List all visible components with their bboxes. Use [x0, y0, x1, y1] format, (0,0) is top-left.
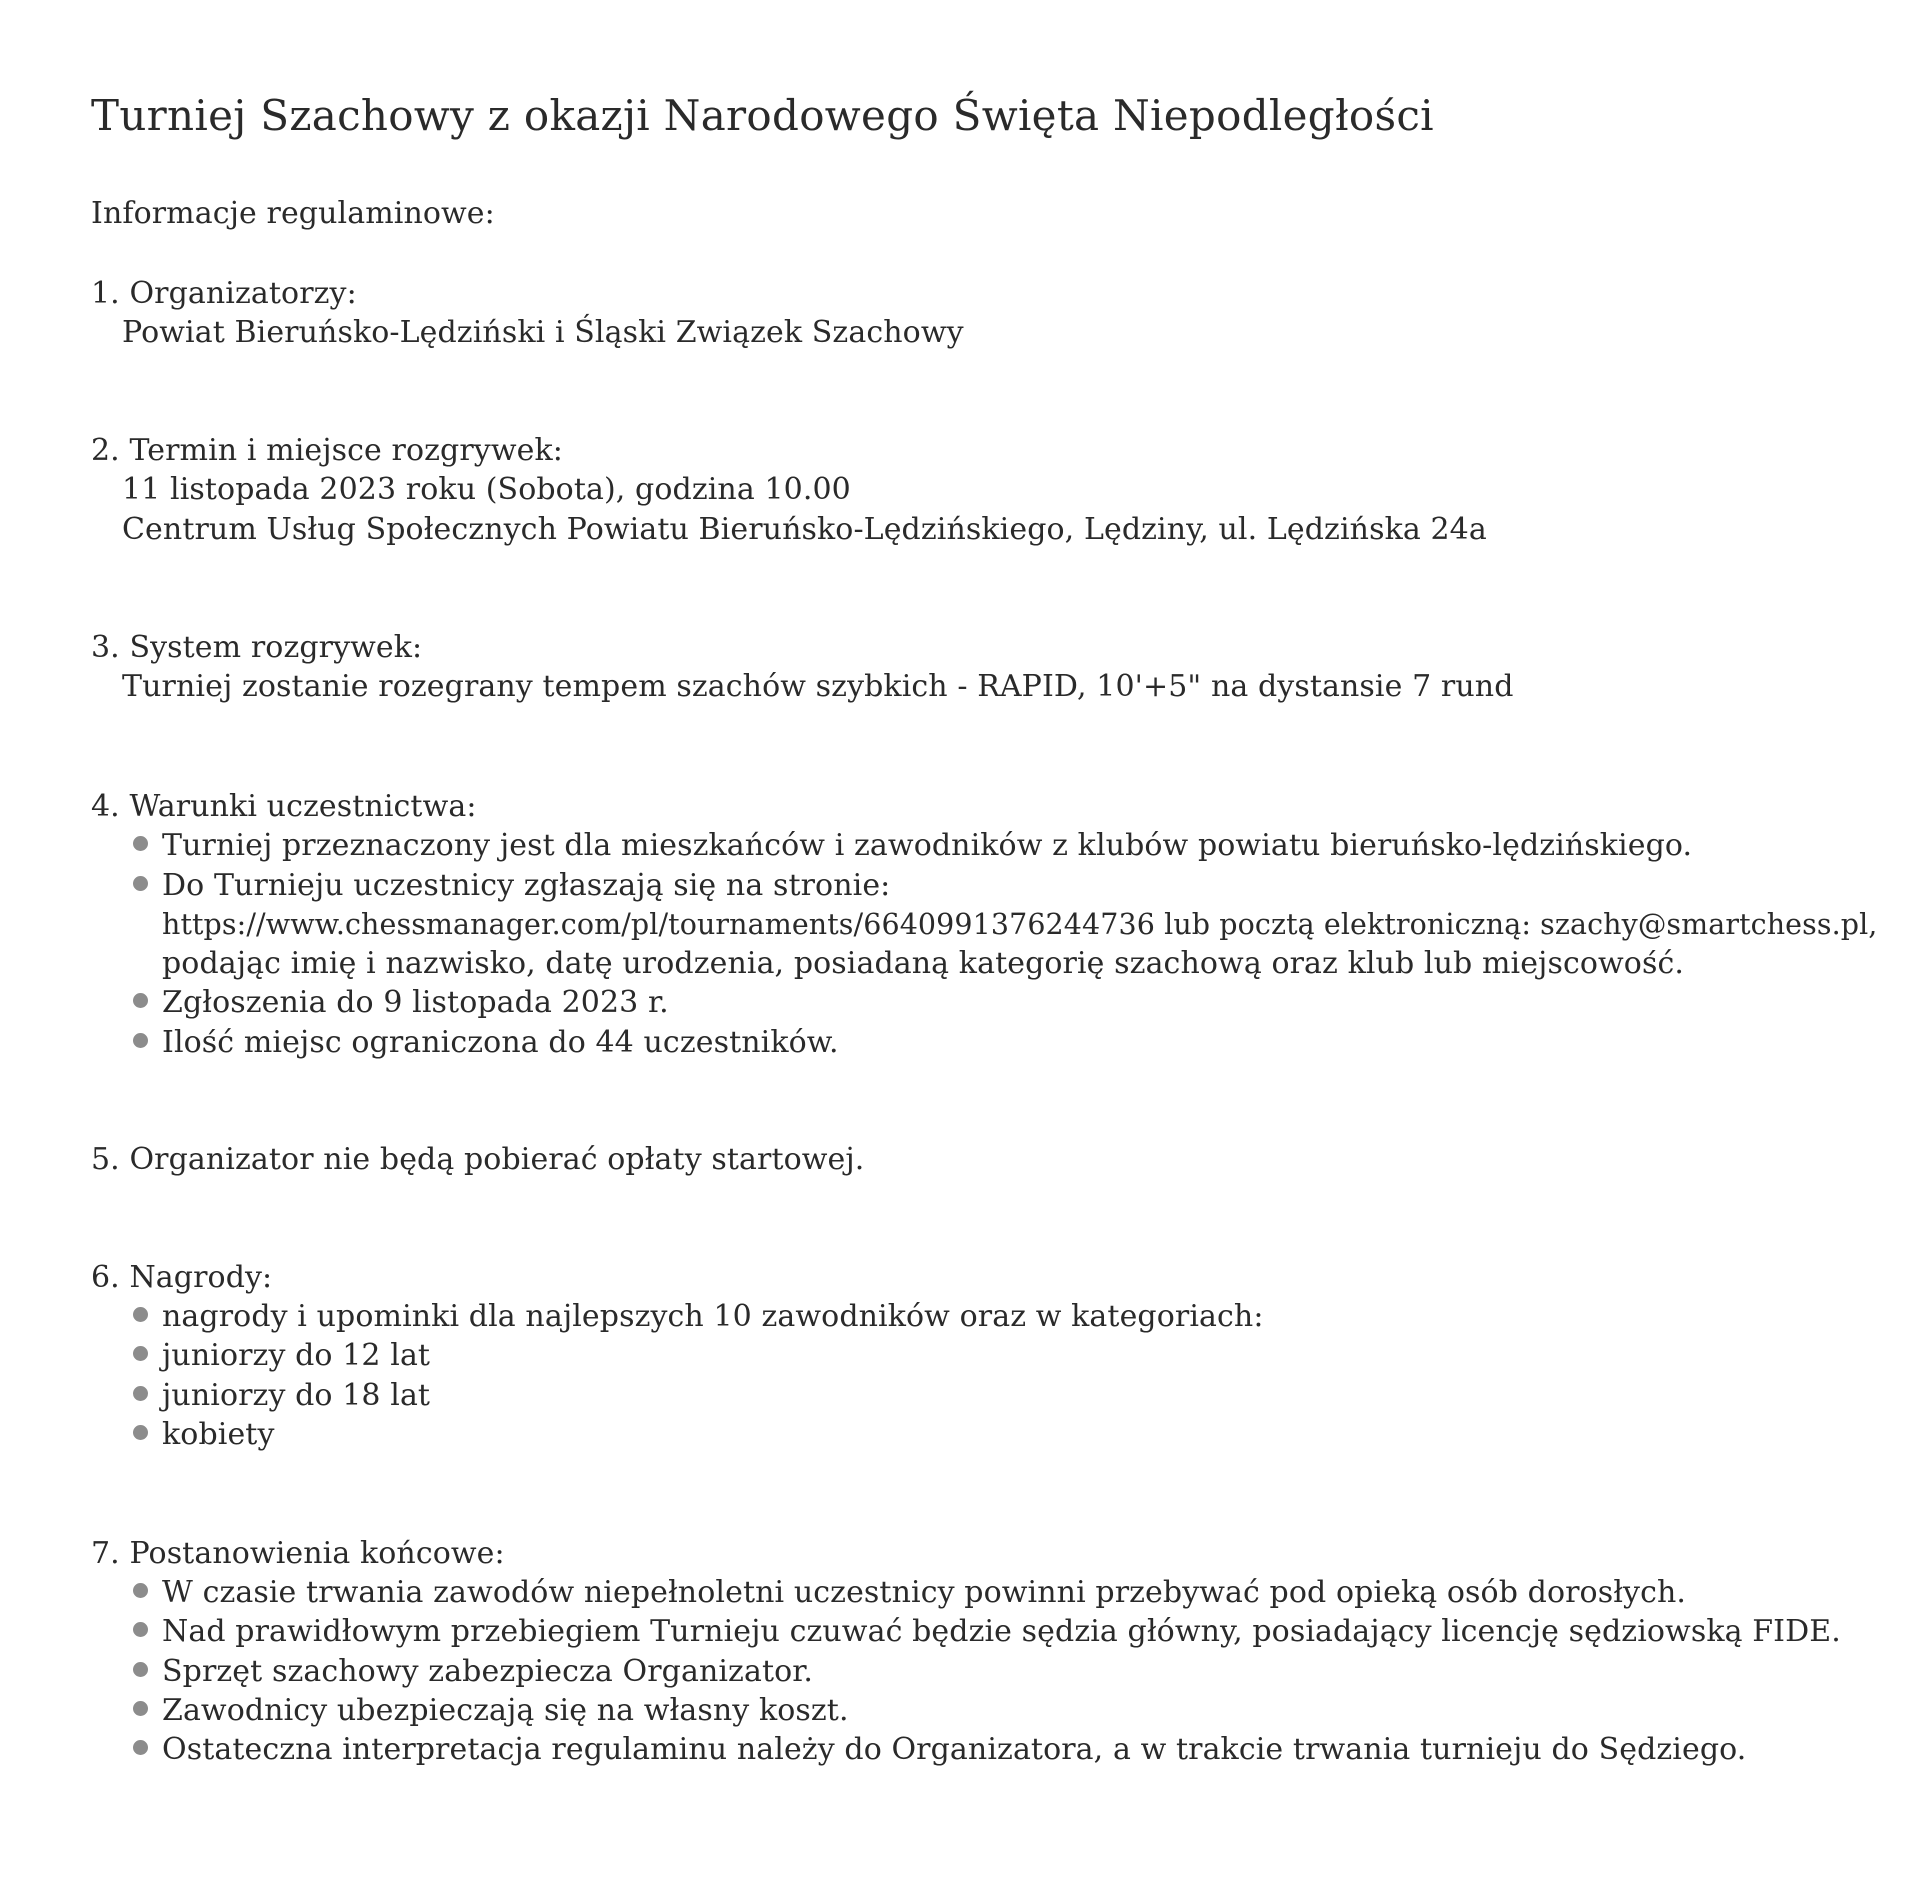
section-7-bullet: Sprzęt szachowy zabezpiecza Organizator.: [162, 1654, 814, 1689]
document-title: Turniej Szachowy z okazji Narodowego Święta Niepodległości: [91, 91, 1434, 140]
section-3-heading: 3. System rozgrywek:: [91, 630, 423, 665]
bullet-dot: [133, 993, 148, 1008]
section-1-heading: 1. Organizatorzy:: [91, 276, 357, 311]
bullet-dot: [133, 1307, 148, 1322]
section-7-bullet: Nad prawidłowym przebiegiem Turnieju czuwać będzie sędzia główny, posiadający licencję sędziowską FIDE.: [162, 1614, 1841, 1649]
bullet-dot: [133, 1386, 148, 1401]
bullet-dot: [133, 1740, 148, 1755]
section-6-bullet: juniorzy do 18 lat: [162, 1378, 431, 1413]
section-4-bullet: Turniej przeznaczony jest dla mieszkańców i zawodników z klubów powiatu bieruńsko-lędzińskiego.: [162, 828, 1693, 863]
registration-details-text: podając imię i nazwisko, datę urodzenia, posiadaną kategorię szachową oraz klub lub miejscowość.: [162, 946, 1684, 981]
section-4-bullet: Do Turnieju uczestnicy zgłaszają się na stronie:: [162, 868, 891, 903]
section-2-heading: 2. Termin i miejsce rozgrywek:: [91, 433, 563, 468]
bullet-dot: [133, 1583, 148, 1598]
registration-url-text: https://www.chessmanager.com/pl/tournaments/6640991376244736 lub pocztą elektroniczną: szachy@smartchess.pl,: [162, 908, 1878, 941]
section-3-line: Turniej zostanie rozegrany tempem szachów szybkich - RAPID, 10'+5" na dystansie 7 rund: [122, 669, 1514, 704]
intro-text: Informacje regulaminowe:: [91, 196, 495, 231]
bullet-dot: [133, 1622, 148, 1637]
section-7-bullet: Ostateczna interpretacja regulaminu należy do Organizatora, a w trakcie trwania turnieju do Sędziego.: [162, 1732, 1747, 1767]
section-2-line: 11 listopada 2023 roku (Sobota), godzina 10.00: [122, 472, 851, 507]
bullet-dot: [133, 1033, 148, 1048]
section-6-bullet: nagrody i upominki dla najlepszych 10 zawodników oraz w kategoriach:: [162, 1299, 1264, 1334]
section-5-heading: 5. Organizator nie będą pobierać opłaty startowej.: [91, 1142, 865, 1177]
section-4-bullet: Zgłoszenia do 9 listopada 2023 r.: [162, 985, 669, 1020]
section-4-bullet: Ilość miejsc ograniczona do 44 uczestników.: [162, 1025, 839, 1060]
section-7-bullet: W czasie trwania zawodów niepełnoletni uczestnicy powinni przebywać pod opieką osób dorosłych.: [162, 1575, 1687, 1610]
section-6-bullet: kobiety: [162, 1417, 275, 1452]
section-1-line: Powiat Bieruńsko-Lędziński i Śląski Związek Szachowy: [122, 315, 964, 350]
bullet-dot: [133, 1701, 148, 1716]
section-7-bullet: Zawodnicy ubezpieczają się na własny koszt.: [162, 1693, 849, 1728]
bullet-dot: [133, 1662, 148, 1677]
section-6-heading: 6. Nagrody:: [91, 1260, 273, 1295]
section-6-bullet: juniorzy do 12 lat: [162, 1338, 431, 1373]
section-4-heading: 4. Warunki uczestnictwa:: [91, 789, 477, 824]
bullet-dot: [133, 1346, 148, 1361]
bullet-dot: [133, 876, 148, 891]
bullet-dot: [133, 836, 148, 851]
section-2-line: Centrum Usług Społecznych Powiatu Bieruńsko-Lędzińskiego, Lędziny, ul. Lędzińska 24a: [122, 512, 1487, 547]
section-7-heading: 7. Postanowienia końcowe:: [91, 1536, 505, 1571]
bullet-dot: [133, 1425, 148, 1440]
